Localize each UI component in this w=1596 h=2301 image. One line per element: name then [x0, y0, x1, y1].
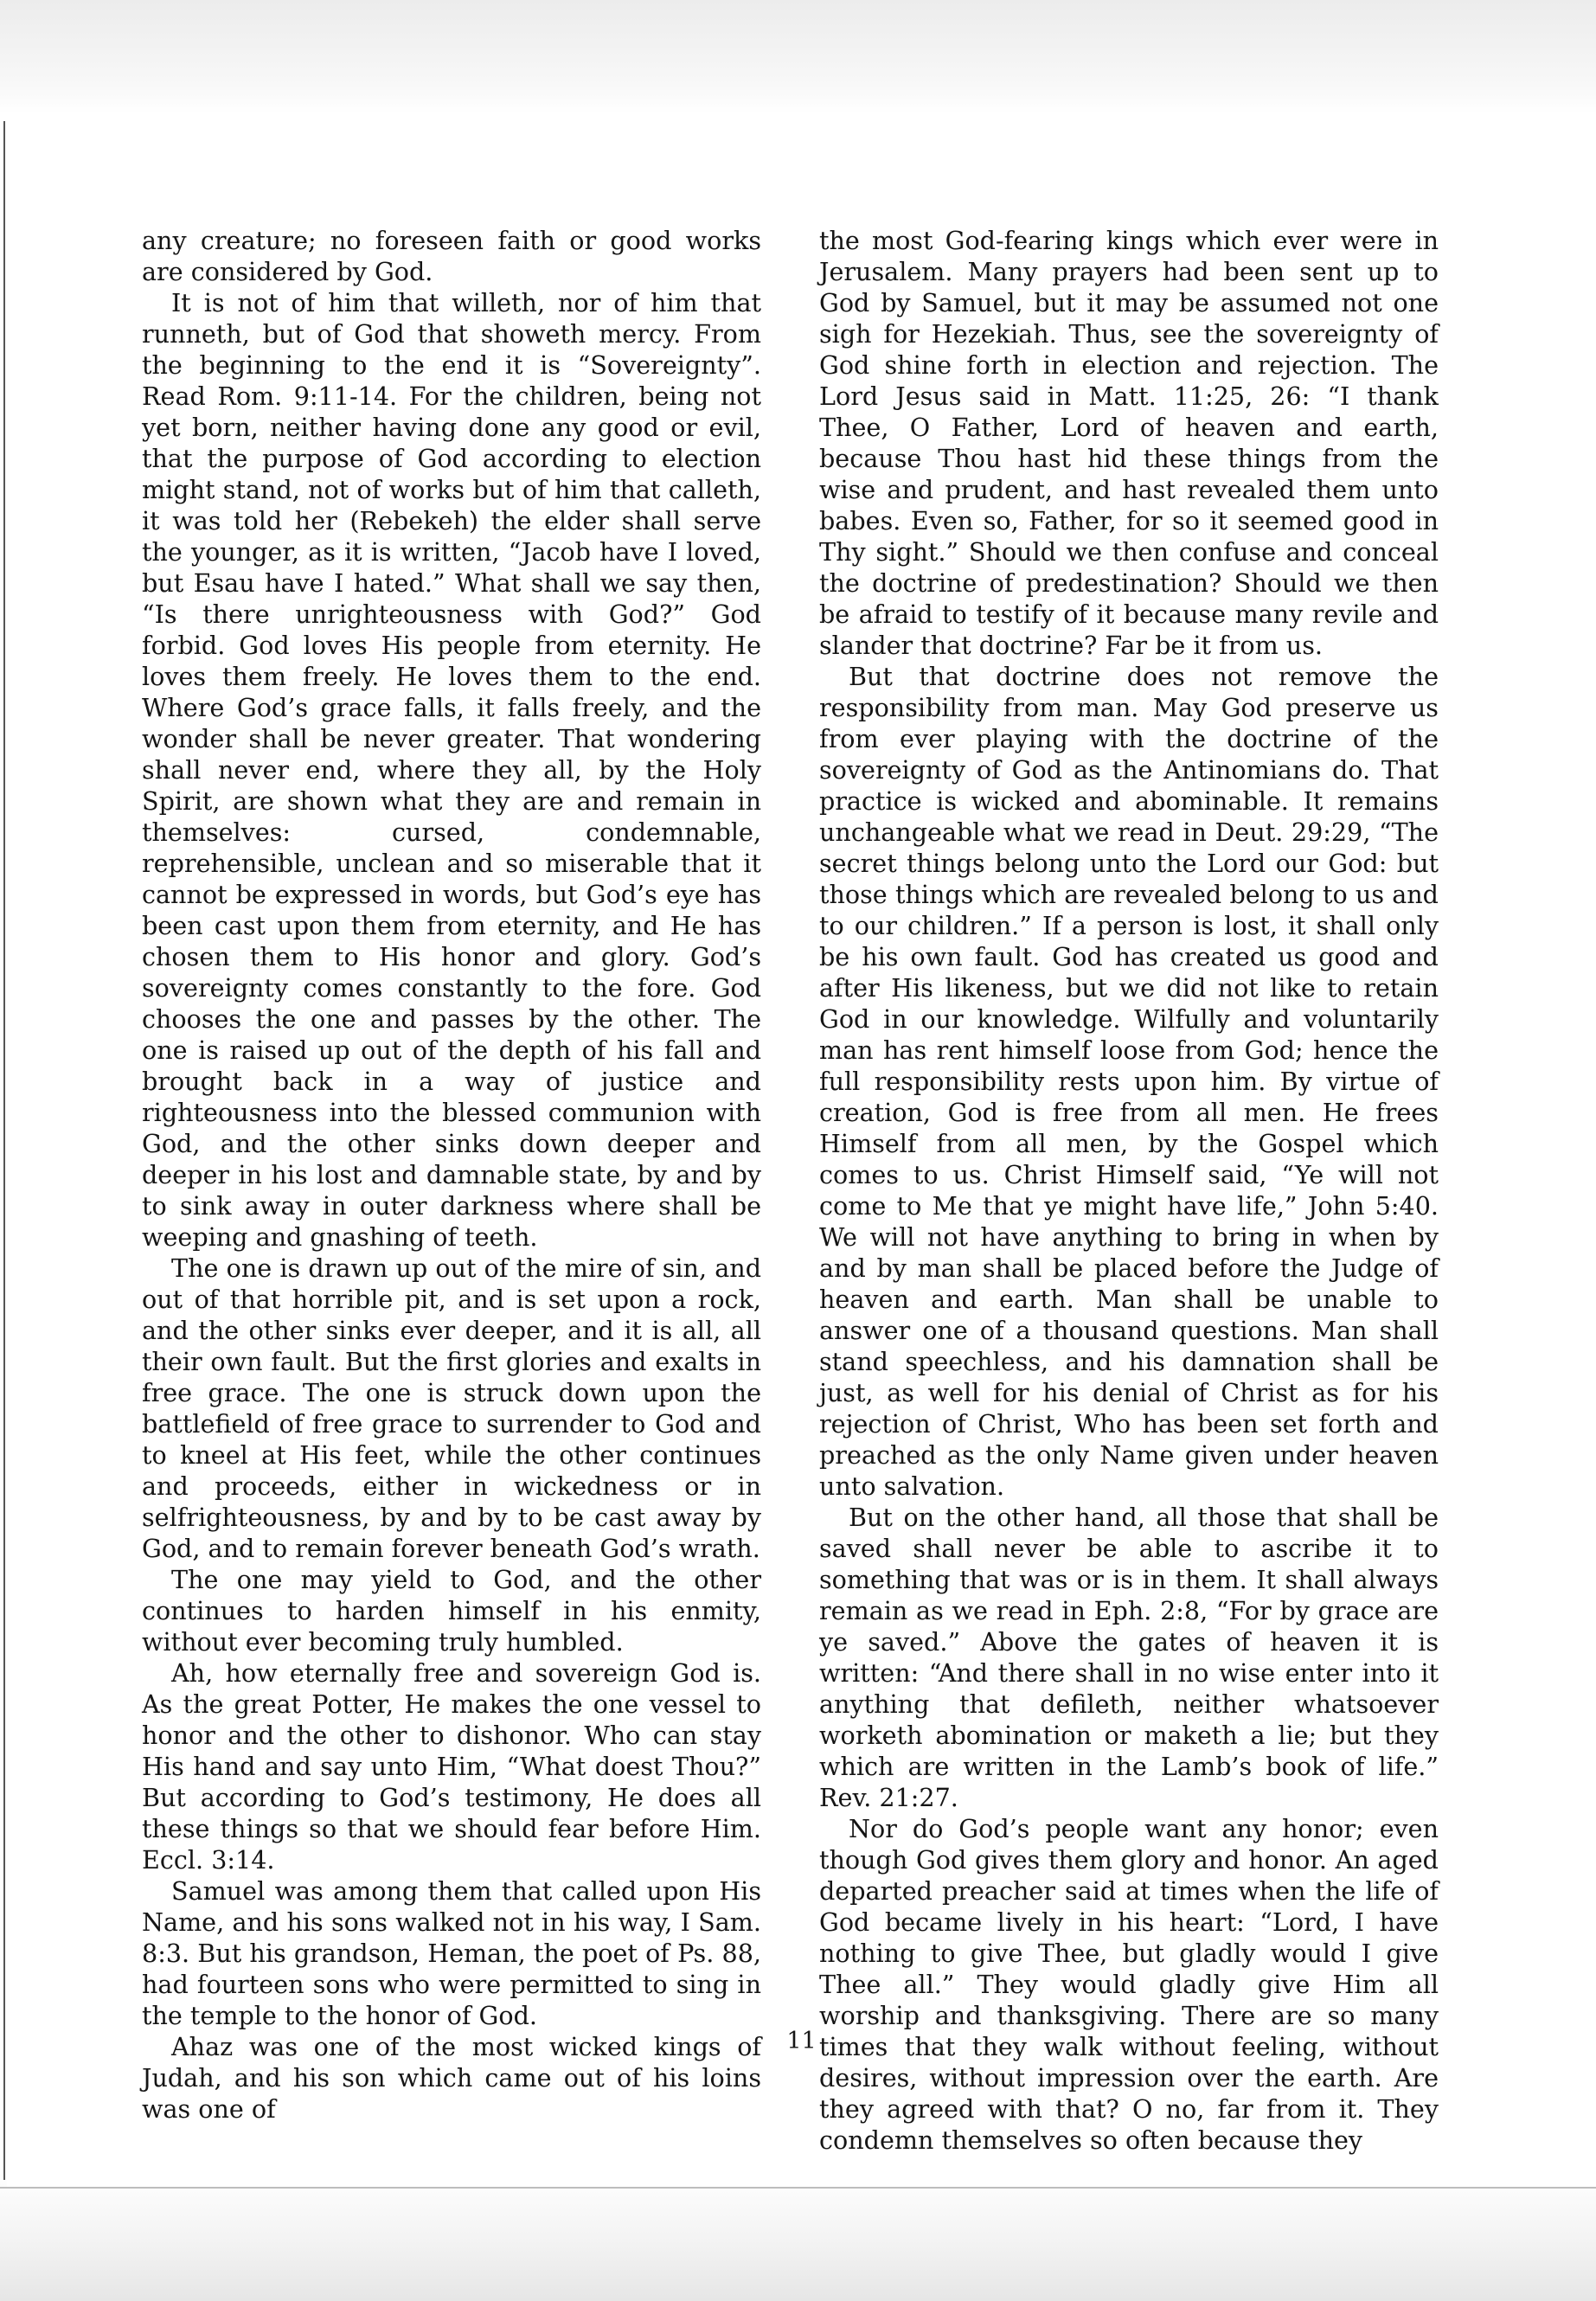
paragraph: Ah, how eternally free and sovereign God is. As the great Potter, He makes the one vessel to honor and the other to dishonor. Who can stay His hand and say unto Him, “What doest Thou?” But according to God’s testimony, He does all these things so that we should fear before Him. Eccl. 3:14.: [142, 1658, 761, 1875]
left-column: [142, 225, 761, 2125]
paragraph: the most God-fearing kings which ever were in Jerusalem. Many prayers had been sent up to God by Samuel, but it may be assumed not one sigh for Hezekiah. Thus, see the sovereignty of God shine forth in election and rejection. The Lord Jesus said in Matt. 11:25, 26: “I thank Thee, O Father, Lord of heaven and earth, because Thou hast hid these things from the wise and prudent, and hast revealed them unto babes. Even so, Father, for so it seemed good in Thy sight.” Should we then confuse and conceal the doctrine of predestination? Should we then be afraid to testify of it because many revile and slander that doctrine? Far be it from us.: [819, 226, 1439, 660]
paragraph: But on the other hand, all those that shall be saved shall never be able to ascribe it to something that was or is in them. It shall always remain as we read in Eph. 2:8, “For by grace are ye saved.” Above the gates of heaven it is written: “And there shall in no wise enter into it anything that defileth, neither whatsoever worketh abomination or maketh a lie; but they which are written in the Lamb’s book of life.” Rev. 21:27.: [819, 1503, 1439, 1812]
paragraph: The one is drawn up out of the mire of sin, and out of that horrible pit, and is set upon a rock, and the other sinks ever deeper, and it is all, all their own fault. But the first glories and exalts in free grace. The one is struck down upon the battlefield of free grace to surrender to God and to kneel at His feet, while the other continues and proceeds, either in wickedness or in selfrighteousness, by and by to be cast away by God, and to remain forever beneath God’s wrath.: [142, 1253, 761, 1563]
paragraph: Samuel was among them that called upon His Name, and his sons walked not in his way, I Sam. 8:3. But his grandson, Heman, the poet of Ps. 88, had fourteen sons who were permitted to sing in the temple to the honor of God.: [142, 1876, 761, 2030]
paragraph: Nor do God’s people want any honor; even though God gives them glory and honor. An aged departed preacher said at times when the life of God became lively in his heart: “Lord, I have nothing to give Thee, but gladly would I give Thee all.” They would gladly give Him all worship and thanksgiving. There are so many times that they walk without feeling, without desires, without impression over the earth. Are they agreed with that? O no, far from it. They condemn themselves so often because they: [819, 1814, 1439, 2155]
paragraph: It is not of him that willeth, nor of him that runneth, but of God that showeth mercy. From the beginning to the end it is “Sovereignty”. Read Rom. 9:11-14. For the children, being not yet born, neither having done any good or evil, that the purpose of God according to election might stand, not of works but of him that calleth, it was told her (Rebekeh) the elder shall serve the younger, as it is written, “Jacob have I loved, but Esau have I hated.” What shall we say then, “Is there unrighteousness with God?” God forbid. God loves His people from eternity. He loves them freely. He loves them to the end. Where God’s grace falls, it falls freely, and the wonder shall be never greater. That wondering shall never end, where they all, by the Holy Spirit, are shown what they are and remain in themselves: cursed, condemnable, reprehensible, unclean and so miserable that it cannot be expressed in words, but God’s eye has been cast upon them from eternity, and He has chosen them to His honor and glory. God’s sovereignty comes constantly to the fore. God chooses the one and passes by the other. The one is raised up out of the depth of his fall and brought back in a way of justice and righteousness into the blessed communion with God, and the other sinks down deeper and deeper in his lost and damnable state, by and by to sink away in outer darkness where shall be weeping and gnashing of teeth.: [142, 288, 761, 1252]
book-page: [7, 114, 1596, 2187]
scan-left-edge: [3, 121, 5, 2180]
scan-bottom-edge: [0, 2187, 1596, 2189]
right-column: [819, 225, 1439, 2156]
paragraph: any creature; no foreseen faith or good works are considered by God.: [142, 226, 761, 286]
paragraph: Ahaz was one of the most wicked kings of Judah, and his son which came out of his loins was one of: [142, 2032, 761, 2124]
paragraph: The one may yield to God, and the other continues to harden himself in his enmity, without ever becoming truly humbled.: [142, 1565, 761, 1657]
scan-top-shadow: [0, 0, 1596, 114]
page-number: 11: [786, 2028, 817, 2054]
scan-bottom-shadow: [0, 2171, 1596, 2301]
paragraph: But that doctrine does not remove the responsibility from man. May God preserve us from ever playing with the doctrine of the sovereignty of God as the Antinomians do. That practice is wicked and abominable. It remains unchangeable what we read in Deut. 29:29, “The secret things belong unto the Lord our God: but those things which are revealed belong to us and to our children.” If a person is lost, it shall only be his own fault. God has created us good and after His likeness, but we did not like to retain God in our knowledge. Wilfully and voluntarily man has rent himself loose from God; hence the full responsibility rests upon him. By virtue of creation, God is free from all men. He frees Himself from all men, by the Gospel which comes to us. Christ Himself said, “Ye will not come to Me that ye might have life,” John 5:40. We will not have anything to bring in when by and by man shall be placed before the Judge of heaven and earth. Man shall be unable to answer one of a thousand questions. Man shall stand speechless, and his damnation shall be just, as well for his denial of Christ as for his rejection of Christ, Who has been set forth and preached as the only Name given under heaven unto salvation.: [819, 662, 1439, 1501]
